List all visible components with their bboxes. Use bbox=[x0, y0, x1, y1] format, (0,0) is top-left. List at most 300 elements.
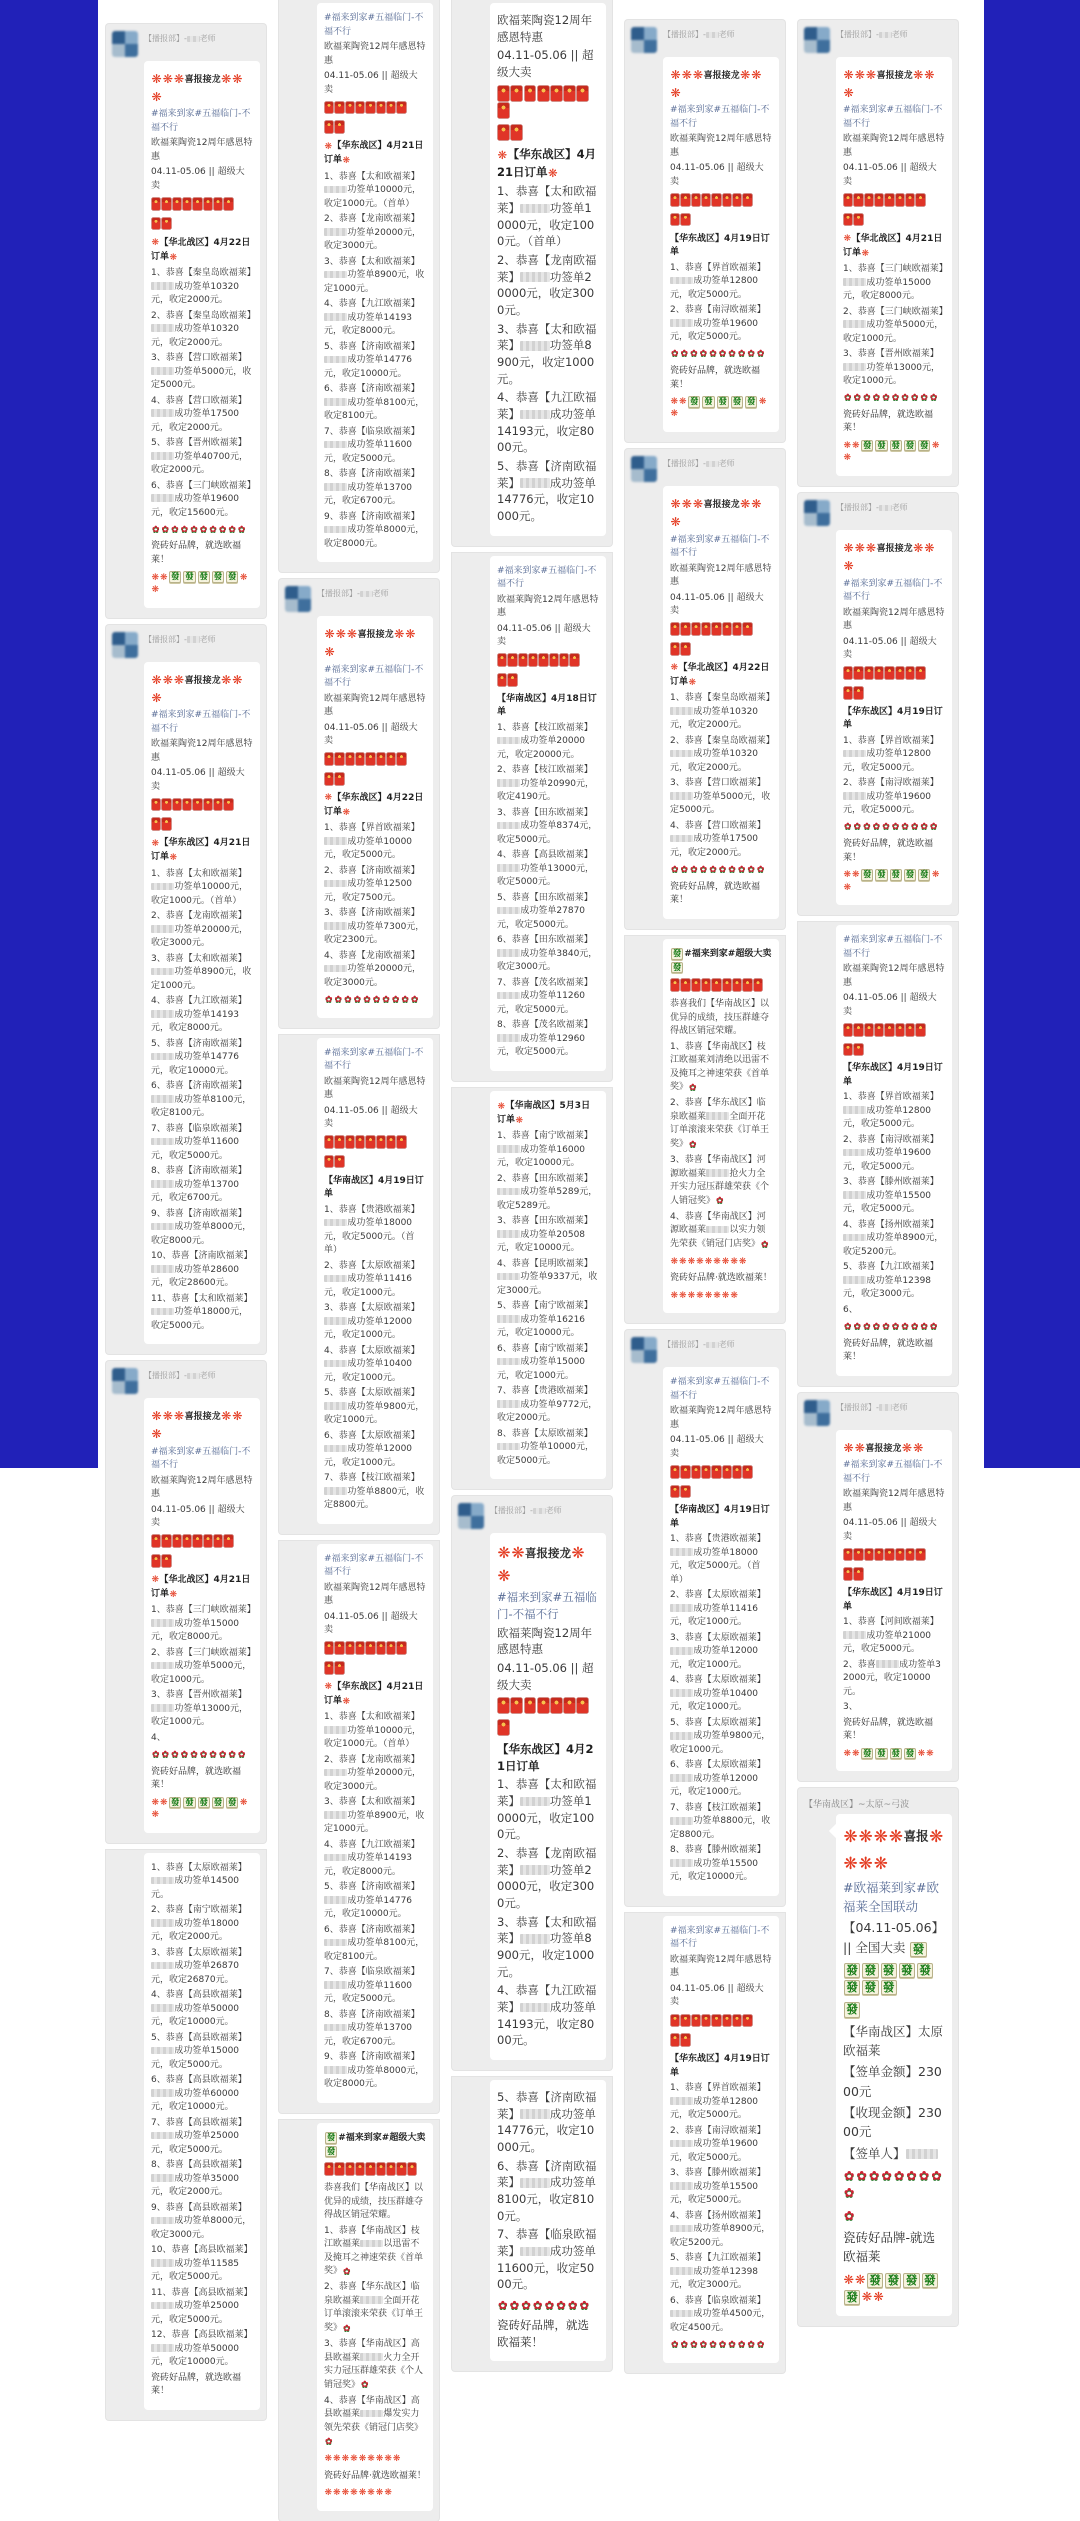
rose-icon: ✿ bbox=[872, 822, 881, 833]
message-line: 2、恭喜【龙南欧福莱】功签单20000元，收定3000元。 bbox=[151, 911, 249, 949]
rose-icon: ✿ bbox=[906, 2168, 917, 2184]
chat-screenshot-card bbox=[625, 449, 785, 928]
redacted-name bbox=[520, 1934, 550, 1944]
firework-icon: ❋ bbox=[324, 793, 333, 804]
emoji-row bbox=[151, 217, 172, 233]
red-envelope-icon bbox=[162, 218, 171, 230]
firework-icon: ❋ bbox=[151, 1427, 162, 1442]
hashtag-line: #福来到家#五福临门-不福不行 bbox=[670, 534, 770, 559]
message-line: 2、恭喜【三门峡欧福莱】成功签单5000元，收定1000元。 bbox=[151, 1647, 256, 1685]
redacted-name bbox=[151, 1877, 174, 1885]
message-line: 04.11-05.06 || 超级大卖 bbox=[497, 623, 591, 648]
message-line: 6、恭喜【济南欧福莱】成功签单8100元，收定8100元。 bbox=[324, 1924, 425, 1962]
redacted-name bbox=[324, 1811, 347, 1819]
emoji-row bbox=[151, 1535, 234, 1551]
redacted-name bbox=[670, 707, 693, 715]
redacted-name bbox=[324, 1854, 347, 1862]
collage-column-5 bbox=[798, 0, 958, 2304]
red-envelope-icon bbox=[538, 86, 549, 101]
firework-icon: ❋ bbox=[843, 882, 852, 893]
rose-icon: ✿ bbox=[910, 393, 919, 404]
emoji-row bbox=[497, 85, 599, 121]
message-line: 3、恭喜【华南战区】河源欧福莱 抢火力全开实力冠压群雄荣获《个人销冠奖》✿ bbox=[670, 1154, 772, 1209]
red-envelope-icon bbox=[844, 687, 853, 699]
message-title: ❋❋❋❋喜报❋❋❋❋ bbox=[843, 1823, 945, 1875]
redacted-name bbox=[497, 1230, 520, 1238]
firework-icon: ❋ bbox=[852, 1748, 860, 1759]
redacted-name bbox=[187, 36, 200, 42]
firework-icon: ❋ bbox=[333, 2488, 341, 2499]
message-line: 1、恭喜【贵港欧福莱】成功签单18000元，收定5000元。（首单） bbox=[670, 1534, 766, 1585]
emoji-row bbox=[843, 1748, 934, 1761]
message-line: 2、恭喜【华东战区】临泉欧福莱 全面开花订单滚滚来荣获《订单王奖》✿ bbox=[670, 1097, 772, 1152]
message-line: 04.11-05.06 || 超级大卖 bbox=[324, 1105, 418, 1129]
firework-icon: ❋ bbox=[873, 1826, 888, 1847]
message-line: 10、恭喜【高县欧福莱】成功签单11585元，收定5000元。 bbox=[151, 2245, 253, 2283]
message-line: 4、恭喜【龙南欧福莱】功签单20000元，收定3000元。 bbox=[324, 950, 422, 988]
firework-icon: ❋ bbox=[873, 1852, 888, 1873]
rose-icon: ✿ bbox=[521, 2298, 531, 2313]
red-envelope-icon bbox=[183, 198, 192, 210]
fa-tile-icon: 發 bbox=[171, 571, 180, 582]
redacted-name bbox=[324, 1402, 347, 1410]
red-envelope-icon bbox=[702, 979, 711, 991]
emoji-row bbox=[407, 2163, 417, 2179]
rose-icon: ✿ bbox=[372, 994, 381, 1005]
redacted-name bbox=[670, 2182, 693, 2190]
red-envelope-icon bbox=[152, 818, 161, 830]
rose-icon: ✿ bbox=[718, 864, 727, 875]
firework-icon: ❋ bbox=[681, 68, 692, 82]
chat-screenshot-card bbox=[452, 2077, 612, 2371]
red-envelope-icon bbox=[325, 1662, 334, 1674]
red-envelope-icon bbox=[356, 1136, 365, 1148]
redacted-name bbox=[497, 1188, 520, 1196]
red-envelope-icon bbox=[193, 198, 202, 210]
message-line: 3、恭喜【太和欧福莱】功签单8900元，收定1000元。 bbox=[324, 1797, 425, 1835]
message-line: 9、恭喜【济南欧福莱】成功签单8000元，收定8000元。 bbox=[324, 2052, 425, 2090]
chat-screenshot-card bbox=[452, 1496, 612, 2070]
chat-screenshot-card bbox=[625, 1913, 785, 2373]
message-line: 5、恭喜【太原欧福莱】成功签单9800元，收定1000元。 bbox=[670, 1717, 771, 1755]
red-envelope-icon bbox=[875, 1549, 884, 1561]
firework-icon: ❋ bbox=[341, 2488, 350, 2499]
rose-icon: ✿ bbox=[844, 2168, 855, 2184]
message-line: 1、恭喜【界首欧福莱】成功签单12800元，收定5000元。 bbox=[670, 262, 766, 300]
fa-tile-icon: 發 bbox=[917, 1963, 933, 1978]
red-envelope-icon bbox=[570, 654, 579, 666]
red-envelope-icon bbox=[408, 2163, 417, 2175]
sender-name: 【播报部】- 老师 bbox=[663, 459, 735, 469]
red-envelope-icon bbox=[335, 2163, 344, 2175]
message-line: 2、恭喜【太原欧福莱】成功签单11416元，收定1000元。 bbox=[324, 1260, 420, 1298]
brand-slogan: 瓷砖好品牌，就选欧福莱！ bbox=[670, 366, 761, 390]
fa-tile-icon: 發 bbox=[844, 2002, 860, 2017]
sender-name: 【华南战区】~太原~弓波 bbox=[804, 1800, 910, 1811]
emoji-row bbox=[324, 1155, 345, 1171]
redacted-name bbox=[520, 2003, 550, 2013]
message-line: 6、恭喜【济南欧福莱】成功签单8100元，收定8100元。 bbox=[151, 1081, 252, 1119]
message-line: 欧福莱陶瓷12周年感恩特惠 bbox=[151, 1475, 253, 1500]
red-envelope-icon bbox=[498, 654, 507, 666]
red-envelope-icon bbox=[733, 623, 742, 635]
firework-icon: ❋ bbox=[854, 541, 865, 556]
fa-tile-icon: 發 bbox=[704, 396, 713, 406]
red-envelope-icon bbox=[896, 1549, 905, 1561]
message-line: 恭喜我们【华南战区】以优异的成绩，技压群雄夺得战区销冠荣耀。 bbox=[670, 999, 770, 1037]
emoji-row bbox=[324, 1661, 345, 1677]
rose-icon: ✿ bbox=[920, 1322, 928, 1333]
message-line: 2、恭喜【南浔欧福莱】成功签单19600元，收定5000元。 bbox=[670, 2125, 766, 2163]
firework-icon: ❋ bbox=[324, 1682, 333, 1693]
redacted-name bbox=[879, 505, 892, 511]
red-envelope-icon bbox=[854, 194, 863, 206]
redacted-name bbox=[670, 792, 693, 800]
battle-zone-date-line: 【华南战区】4月19日订单 bbox=[324, 1175, 424, 1200]
red-envelope-icon bbox=[723, 623, 732, 635]
sender-avatar bbox=[112, 31, 138, 57]
firework-icon: ❋ bbox=[913, 1440, 924, 1455]
message-line: 11、恭喜【高县欧福莱】成功签单25000元，收定5000元。 bbox=[151, 2287, 253, 2325]
red-envelope-icon bbox=[162, 818, 171, 830]
fa-tile-icon: 發 bbox=[862, 1980, 878, 1995]
emoji-row bbox=[324, 121, 345, 137]
rose-icon: ✿ bbox=[929, 822, 938, 833]
redacted-name bbox=[879, 1404, 892, 1410]
rose-icon: ✿ bbox=[237, 1749, 246, 1760]
red-envelope-icon bbox=[743, 194, 752, 206]
firework-icon: ❋ bbox=[865, 68, 877, 82]
firework-icon: ❋ bbox=[151, 90, 162, 105]
red-envelope-icon bbox=[865, 1549, 874, 1561]
firework-icon: ❋ bbox=[931, 441, 940, 451]
red-envelope-icon bbox=[519, 654, 528, 666]
redacted-name bbox=[670, 1732, 693, 1740]
rose-icon: ✿ bbox=[556, 2298, 566, 2313]
brand-slogan: 瓷砖好品牌，就选欧福莱！ bbox=[843, 409, 934, 434]
message-sender-row bbox=[112, 1368, 260, 1394]
red-envelope-icon bbox=[854, 1568, 863, 1580]
rose-icon: ✿ bbox=[382, 994, 390, 1005]
firework-icon: ❋ bbox=[854, 1440, 865, 1455]
fa-tile-icon: 發 bbox=[867, 2273, 883, 2288]
hashtag-line: #福来到家#五福临门-不福不行 bbox=[497, 565, 597, 590]
rose-icon: ✿ bbox=[891, 393, 900, 404]
message-bubble bbox=[490, 556, 606, 1071]
red-envelope-icon bbox=[377, 753, 386, 765]
redacted-name bbox=[670, 1604, 693, 1612]
firework-icon: ❋ bbox=[679, 397, 687, 408]
firework-icon: ❋ bbox=[692, 68, 704, 82]
hashtag-line: #欧福莱到家#欧福莱全国联动 bbox=[843, 1879, 939, 1915]
message-line: 5、恭喜【济南欧福莱】 成功签单14776元，收定10000元。 bbox=[497, 459, 597, 524]
emoji-row bbox=[497, 673, 518, 689]
redacted-name bbox=[520, 2178, 550, 2188]
red-envelope-icon bbox=[865, 194, 874, 206]
message-line: 欧福莱陶瓷12周年感恩特惠 bbox=[151, 739, 253, 763]
red-envelope-icon bbox=[335, 1156, 344, 1168]
rose-icon: ✿ bbox=[325, 2437, 333, 2448]
red-envelope-icon bbox=[224, 198, 233, 210]
red-envelope-icon bbox=[550, 654, 559, 666]
rose-icon: ✿ bbox=[209, 1749, 217, 1760]
firework-icon: ❋ bbox=[232, 672, 243, 687]
redacted-name bbox=[151, 494, 174, 502]
rose-icon: ✿ bbox=[401, 994, 409, 1005]
message-line: 6、恭喜【临泉欧福莱】成功签单4500元，收定4500元。 bbox=[670, 2295, 771, 2333]
fa-tile-icon: 發 bbox=[672, 961, 682, 972]
emoji-row bbox=[324, 2163, 407, 2179]
sender-avatar bbox=[631, 27, 657, 53]
fa-tile-icon: 發 bbox=[899, 1963, 915, 1978]
firework-icon: ❋ bbox=[342, 807, 351, 818]
emoji-row bbox=[843, 2207, 855, 2224]
red-envelope-icon bbox=[712, 2015, 721, 2027]
message-bubble bbox=[663, 486, 779, 918]
emoji-row bbox=[151, 1749, 246, 1761]
message-title: ❋❋❋喜报接龙❋❋❋ bbox=[324, 625, 426, 661]
rose-icon: ✿ bbox=[680, 2339, 689, 2350]
red-envelope-icon bbox=[551, 86, 562, 101]
firework-icon: ❋ bbox=[861, 2288, 873, 2304]
rose-icon: ✿ bbox=[567, 2298, 578, 2313]
rose-icon: ✿ bbox=[918, 2168, 930, 2184]
redacted-name bbox=[151, 1704, 174, 1712]
red-envelope-icon bbox=[387, 2163, 396, 2175]
red-envelope-icon bbox=[681, 2034, 690, 2046]
brand-slogan: 瓷砖好品牌·就选欧福莱！ bbox=[324, 2471, 426, 2482]
fa-tile-icon: 發 bbox=[863, 869, 872, 880]
rose-icon: ✿ bbox=[901, 1322, 909, 1333]
redacted-name bbox=[520, 2109, 550, 2119]
red-envelope-icon bbox=[193, 799, 202, 811]
rose-icon: ✿ bbox=[891, 822, 900, 833]
red-envelope-icon bbox=[204, 1535, 213, 1547]
rose-icon: ✿ bbox=[901, 822, 909, 833]
redacted-name bbox=[670, 277, 693, 285]
message-sender-row bbox=[285, 586, 433, 612]
redacted-name bbox=[520, 2247, 550, 2257]
message-line: 04.11-05.06 || 超级大卖 bbox=[151, 167, 245, 191]
message-line: 3、恭喜【太原欧福莱】成功签单12000元，收定1000元。 bbox=[324, 1303, 420, 1341]
fa-tile-icon: 發 bbox=[228, 571, 237, 582]
fa-tile-icon: 發 bbox=[690, 396, 699, 406]
message-line: 1、恭喜【三门峡欧福莱】成功签单15000元，收定8000元。 bbox=[843, 264, 948, 302]
firework-icon: ❋ bbox=[333, 2454, 341, 2465]
message-sender-row bbox=[804, 27, 952, 53]
emoji-row bbox=[324, 753, 407, 769]
red-envelope-icon bbox=[692, 623, 701, 635]
redacted-name bbox=[843, 1234, 866, 1242]
message-line: 04.11-05.06 || 超级大卖 bbox=[843, 636, 937, 661]
message-line: 4、恭喜【昆明欧福莱】功签单9337元，收定3000元。 bbox=[497, 1258, 598, 1296]
brand-slogan: 瓷砖好品牌，就选欧福莱！ bbox=[670, 881, 761, 906]
message-line: 4、恭喜【华南战区】高县欧福莱 爆发实力领先荣获《销冠门店奖》✿ bbox=[324, 2395, 426, 2450]
firework-icon: ❋ bbox=[843, 441, 852, 451]
red-envelope-icon bbox=[335, 1136, 344, 1148]
message-line: 1、恭喜【太和欧福莱】功签单10000元，收定1000元。（首单） bbox=[324, 171, 422, 209]
message-line: 7、恭喜【枝江欧福莱】功签单8800元，收定8800元。 bbox=[324, 1473, 425, 1511]
message-line: 5、恭喜【高县欧福莱】成功签单15000元，收定5000元。 bbox=[151, 2032, 247, 2070]
message-line: 欧福莱陶瓷12周年感恩特惠 bbox=[324, 1582, 426, 1607]
emoji-row bbox=[151, 818, 172, 834]
message-line: 3、恭喜【太和欧福莱】功签单8900元，收定1000元。 bbox=[151, 953, 252, 991]
chat-screenshot-card bbox=[798, 20, 958, 486]
message-line: 【收现金额】23000元 bbox=[843, 2105, 942, 2140]
redacted-name bbox=[497, 992, 520, 1000]
message-line: 3、恭喜【营口欧福莱】功签单5000元，收定5000元。 bbox=[670, 778, 771, 816]
battle-zone-date-line: 【华东战区】4月21日订单 bbox=[497, 1741, 594, 1773]
fa-tile-icon: 發 bbox=[199, 571, 208, 582]
red-envelope-icon bbox=[681, 194, 690, 206]
rose-icon: ✿ bbox=[756, 864, 765, 875]
chat-screenshot-card bbox=[279, 1541, 439, 2113]
rose-icon: ✿ bbox=[690, 864, 698, 875]
red-envelope-icon bbox=[366, 1136, 375, 1148]
redacted-name bbox=[324, 1769, 347, 1777]
emoji-row bbox=[843, 1023, 926, 1039]
red-envelope-icon bbox=[529, 654, 538, 666]
firework-icon: ❋ bbox=[497, 1101, 506, 1112]
fa-tile-icon: 發 bbox=[228, 1796, 237, 1807]
collage-column-1 bbox=[106, 0, 266, 2397]
redacted-name bbox=[360, 2240, 383, 2248]
red-envelope-icon bbox=[906, 1024, 915, 1036]
red-envelope-icon bbox=[325, 773, 334, 785]
rose-icon: ✿ bbox=[180, 524, 189, 535]
red-envelope-icon bbox=[702, 2015, 711, 2027]
redacted-name bbox=[843, 1149, 866, 1157]
red-envelope-icon bbox=[885, 194, 894, 206]
message-line: 欧福莱陶瓷12周年感恩特惠 bbox=[324, 42, 426, 66]
redacted-name bbox=[151, 925, 174, 933]
emoji-row bbox=[670, 623, 753, 639]
red-envelope-icon bbox=[325, 121, 334, 133]
rose-icon: ✿ bbox=[756, 349, 765, 360]
battle-zone-date-line: ❋【华北战区】4月21日订单❋ bbox=[151, 1574, 253, 1602]
chat-screenshot-card bbox=[452, 0, 612, 546]
redacted-name bbox=[324, 526, 347, 534]
rose-icon: ✿ bbox=[218, 1749, 227, 1760]
firework-icon: ❋ bbox=[169, 1589, 178, 1600]
message-line: 3、恭喜【田东欧福莱】成功签单20508元，收定10000元。 bbox=[497, 1216, 593, 1254]
redacted-name bbox=[151, 2047, 174, 2055]
red-envelope-icon bbox=[162, 1555, 171, 1567]
message-bubble bbox=[490, 1091, 606, 1479]
redacted-name bbox=[497, 1400, 520, 1408]
emoji-row bbox=[497, 2297, 590, 2313]
rose-icon: ✿ bbox=[872, 393, 881, 404]
message-bubble bbox=[490, 3, 606, 536]
red-envelope-icon bbox=[564, 86, 575, 101]
hashtag-line: #福来到家#五福临门-不福不行 bbox=[843, 105, 943, 129]
message-line: 3、 bbox=[843, 1702, 858, 1713]
red-envelope-icon bbox=[214, 799, 223, 811]
red-envelope-icon bbox=[754, 979, 763, 991]
red-envelope-icon bbox=[671, 194, 680, 206]
message-line: 2、恭喜【南浔欧福莱】成功签单19600元，收定5000元。 bbox=[670, 305, 766, 343]
message-line: 1、恭喜【太和欧福莱】 功签单10000元，收定1000元。（首单） bbox=[497, 184, 597, 249]
red-envelope-icon bbox=[356, 102, 365, 114]
red-envelope-icon bbox=[916, 1024, 925, 1036]
redacted-name bbox=[520, 1797, 550, 1807]
rose-icon: ✿ bbox=[161, 1749, 170, 1760]
redacted-name bbox=[151, 367, 174, 375]
red-envelope-icon bbox=[896, 667, 905, 679]
message-line: 7、恭喜【枝江欧福莱】功签单8800元，收定8800元。 bbox=[670, 1802, 771, 1840]
rose-icon: ✿ bbox=[910, 822, 919, 833]
message-line: 3、恭喜【华南战区】高县欧福莱 火力全开实力冠压群雄荣获《个人销冠奖》✿ bbox=[324, 2338, 426, 2393]
red-envelope-icon bbox=[152, 1535, 161, 1547]
red-envelope-icon bbox=[671, 643, 680, 655]
red-envelope-icon bbox=[335, 102, 344, 114]
message-line: 4、恭喜【华南战区】河源欧福莱 以实力领先荣获《销冠门店奖》✿ bbox=[670, 1211, 772, 1252]
message-line: 6、恭喜【南宁欧福莱】成功签单15000元，收定1000元。 bbox=[497, 1343, 593, 1381]
firework-icon: ❋ bbox=[169, 853, 178, 864]
message-line: 1、恭喜【太和欧福莱】功签单10000元，收定1000元。（首单） bbox=[324, 1712, 422, 1750]
firework-icon: ❋ bbox=[239, 572, 248, 583]
fa-tile-icon: 發 bbox=[891, 1747, 900, 1758]
fa-tile-icon: 發 bbox=[891, 439, 900, 450]
emoji-row bbox=[151, 1554, 172, 1570]
firework-icon: ❋ bbox=[341, 2454, 350, 2465]
message-line: 4、恭喜【高县欧福莱】成功签单50000元，收定10000元。 bbox=[151, 1990, 247, 2028]
firework-icon: ❋ bbox=[687, 1290, 696, 1301]
message-line: 3、恭喜【济南欧福莱】成功签单7300元，收定2300元。 bbox=[324, 908, 425, 946]
emoji-row bbox=[843, 686, 864, 702]
redacted-name bbox=[324, 483, 347, 491]
fa-tile-icon: 發 bbox=[863, 1747, 872, 1758]
red-envelope-icon bbox=[325, 753, 334, 765]
emoji-row bbox=[843, 667, 926, 683]
red-envelope-icon bbox=[560, 654, 569, 666]
redacted-name bbox=[879, 32, 892, 38]
message-bubble bbox=[836, 530, 952, 905]
message-line: 6、恭喜【太原欧福莱】成功签单12000元，收定1000元。 bbox=[670, 1760, 766, 1798]
rose-icon: ✿ bbox=[756, 2339, 765, 2350]
redacted-name bbox=[151, 324, 174, 332]
fa-tile-icon: 發 bbox=[905, 869, 915, 880]
rose-icon: ✿ bbox=[228, 524, 236, 535]
message-line: 5、恭喜【南宁欧福莱】成功签单16216元，收定10000元。 bbox=[497, 1301, 593, 1339]
red-envelope-icon bbox=[577, 1698, 588, 1713]
red-envelope-icon bbox=[906, 667, 915, 679]
firework-icon: ❋ bbox=[375, 2454, 384, 2465]
battle-zone-date-line: ❋【华东战区】4月21日订单❋ bbox=[497, 147, 597, 180]
red-envelope-icon bbox=[844, 214, 853, 226]
firework-icon: ❋ bbox=[221, 672, 232, 687]
message-sender-row bbox=[804, 500, 952, 526]
message-line: 7、恭喜【贵港欧福莱】成功签单9772元，收定2000元。 bbox=[497, 1386, 598, 1424]
brand-slogan: 瓷砖好品牌，就选欧福莱！ bbox=[843, 839, 934, 863]
message-line: 1、恭喜【界首欧福莱】成功签单12800元，收定5000元。 bbox=[843, 735, 939, 773]
chat-screenshot-card bbox=[279, 0, 439, 572]
firework-icon: ❋ bbox=[913, 68, 924, 82]
message-sender-row bbox=[631, 456, 779, 482]
rose-icon: ✿ bbox=[363, 994, 371, 1005]
message-sender-row bbox=[631, 27, 779, 53]
red-envelope-icon bbox=[906, 194, 915, 206]
message-line: 4、恭喜【高县欧福莱】功签单13000元，收定5000元。 bbox=[497, 850, 595, 888]
redacted-name bbox=[497, 737, 520, 745]
message-title: ❋❋❋喜报接龙❋❋❋ bbox=[843, 66, 945, 102]
sender-avatar bbox=[631, 456, 657, 482]
emoji-row bbox=[324, 772, 345, 788]
red-envelope-icon bbox=[335, 773, 344, 785]
redacted-name bbox=[324, 1219, 347, 1227]
redacted-name bbox=[497, 864, 520, 872]
firework-icon: ❋ bbox=[571, 1544, 585, 1563]
